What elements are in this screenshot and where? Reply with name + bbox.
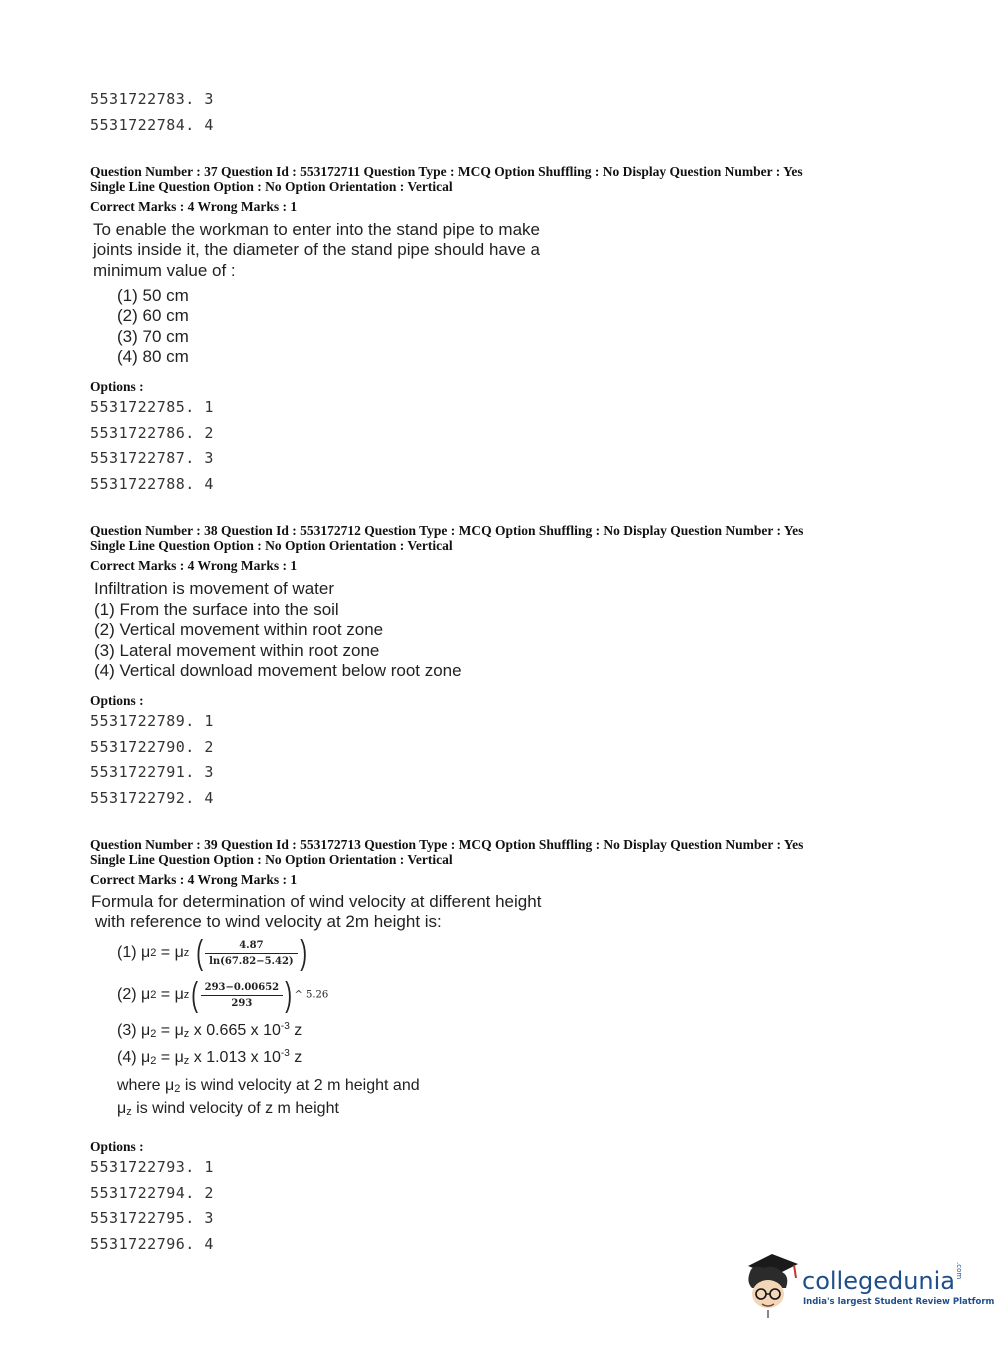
question-text: minimum value of :: [93, 261, 236, 280]
options-label: Options :: [90, 379, 144, 394]
option-line: 5531722790. 2: [90, 738, 214, 756]
question-text: Formula for determination of wind velocity at different height: [91, 892, 542, 911]
formula-3: (3) μ2 = μz x 0.665 x $10^{-3}$ z: [117, 1021, 303, 1040]
option-line: 5531722793. 1: [90, 1158, 214, 1176]
choice: (2) 60 cm: [117, 306, 189, 325]
question-text: (2) Vertical movement within root zone: [94, 620, 384, 639]
option-line: 5531722795. 3: [90, 1209, 214, 1227]
question-meta-2: Single Line Question Option : No Option Orientation : Vertical: [90, 852, 453, 867]
question-text: (3) Lateral movement within root zone: [94, 641, 380, 660]
question-text: joints inside it, the diameter of the stand pipe should have a: [93, 240, 541, 259]
question-marks: Correct Marks : 4 Wrong Marks : 1: [90, 199, 298, 214]
option-line: 5531722787. 3: [90, 449, 214, 467]
question-text: Infiltration is movement of water: [94, 579, 334, 598]
option-line: 5531722789. 1: [90, 712, 214, 730]
question-meta-2: Single Line Question Option : No Option Orientation : Vertical: [90, 179, 453, 194]
formula-2: (2) μ2 = μz( $\frac{293-0.00652}{293}$ ) ^ 5.26: [117, 976, 329, 1014]
option-line: 5531722796. 4: [90, 1235, 214, 1253]
question-meta: Question Number : 38 Question Id : 553172712 Question Type : MCQ Option Shuffling : No Display Question Number : Yes: [90, 523, 804, 538]
option-line: 5531722788. 4: [90, 475, 214, 493]
choice: (4) 80 cm: [117, 347, 189, 366]
option-line: 5531722791. 3: [90, 763, 214, 781]
formula-1: (1) μ2 = μz ( $\frac{4.87}{\ln(67.82-5.42)}$ ): [117, 934, 307, 972]
where-line-1: where μ2 is wind velocity at 2 m height and: [117, 1077, 420, 1095]
option-line: 5531722792. 4: [90, 789, 214, 807]
option-line: 5531722784. 4: [90, 116, 214, 134]
question-text: (1) From the surface into the soil: [94, 600, 339, 619]
logo-wordmark[interactable]: collegedunia.com: [802, 1262, 964, 1296]
question-meta: Question Number : 39 Question Id : 553172713 Question Type : MCQ Option Shuffling : No Display Question Number : Yes: [90, 837, 804, 852]
choice: (1) 50 cm: [117, 286, 189, 305]
option-line: 5531722785. 1: [90, 398, 214, 416]
choice: (3) 70 cm: [117, 327, 189, 346]
question-marks: Correct Marks : 4 Wrong Marks : 1: [90, 558, 298, 573]
option-line: 5531722794. 2: [90, 1184, 214, 1202]
question-text: with reference to wind velocity at 2m height is:: [95, 912, 442, 931]
question-text: To enable the workman to enter into the stand pipe to make: [93, 220, 540, 239]
question-text: (4) Vertical download movement below root zone: [94, 661, 462, 680]
option-line: 5531722783. 3: [90, 90, 214, 108]
formula-4: (4) μ2 = μz x 1.013 x $10^{-3}$ z: [117, 1048, 303, 1067]
options-label: Options :: [90, 693, 144, 708]
where-line-2: μz is wind velocity of z m height: [117, 1100, 339, 1118]
question-meta: Question Number : 37 Question Id : 553172711 Question Type : MCQ Option Shuffling : No Display Question Number : Yes: [90, 164, 803, 179]
question-meta-2: Single Line Question Option : No Option Orientation : Vertical: [90, 538, 453, 553]
question-marks: Correct Marks : 4 Wrong Marks : 1: [90, 872, 298, 887]
options-label: Options :: [90, 1139, 144, 1154]
logo-tagline: India's largest Student Review Platform: [803, 1297, 995, 1307]
option-line: 5531722786. 2: [90, 424, 214, 442]
